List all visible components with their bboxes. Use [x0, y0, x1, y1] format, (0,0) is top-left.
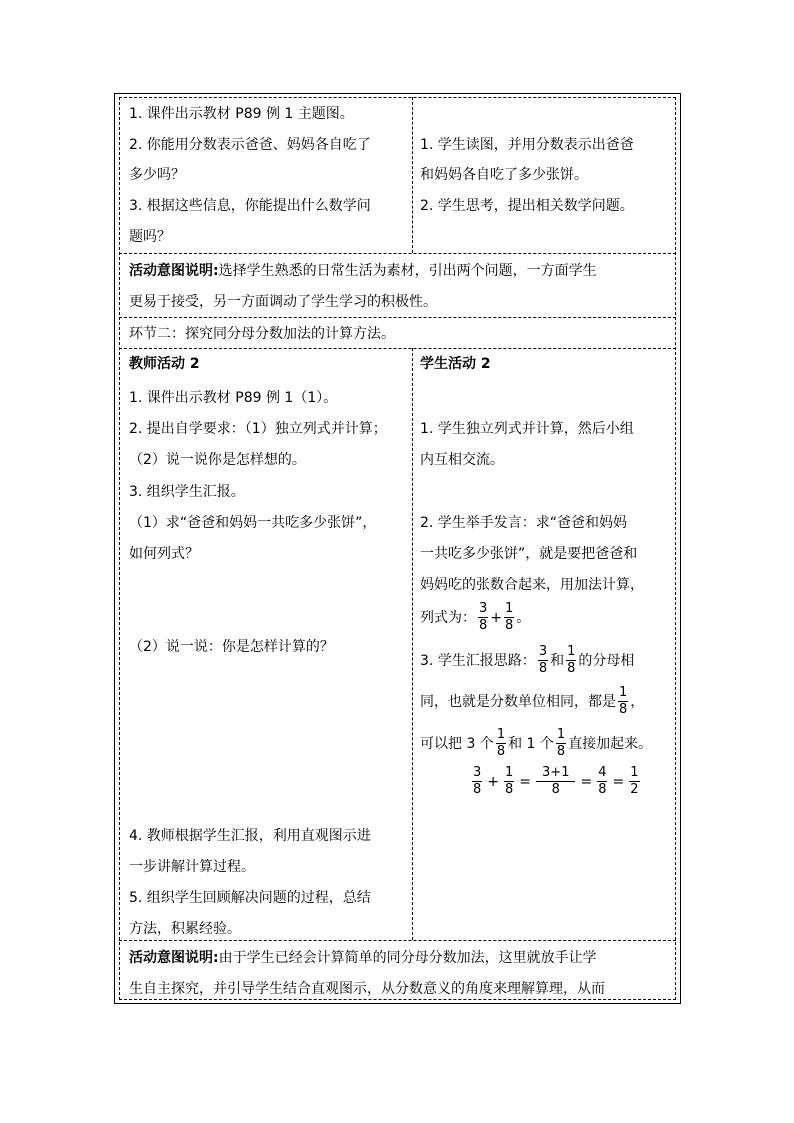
student-step-1: 1. 学生读图，并用分数表示出爸爸: [420, 137, 634, 153]
teacher-activity-heading: 教师活动 2: [129, 356, 200, 372]
student2-line: 1. 学生独立列式并计算，然后小组: [420, 421, 634, 437]
row-divider: [119, 253, 676, 254]
student-activity-heading: 学生活动 2: [420, 356, 491, 372]
column-divider: [412, 348, 413, 940]
teacher-step-2-cont: 多少吗？: [129, 167, 185, 183]
section-2-title: 环节二：探究同分母分数加法的计算方法。: [129, 326, 395, 342]
intent-2-line-2: 生自主探究，并引导学生结合直观图示，从分数意义的角度来理解算理，从而: [129, 981, 605, 997]
calculation-equation: $\frac{3}{8}$ + $\frac{1}{8}$ = $\frac{3+1}{8}$ = $\frac{4}{8}$ = $\frac{1}{2}$: [473, 765, 639, 797]
intent-text: 由于学生已经会计算简单的同分母分数加法，这里就放手让学: [218, 950, 597, 966]
fraction-one-eighth: $\frac{1}{8}$: [496, 727, 506, 759]
row-divider: [119, 317, 676, 318]
fraction-one-eighth: $\frac{1}{8}$: [567, 644, 576, 676]
fraction-one-eighth: $\frac{1}{8}$: [505, 601, 514, 633]
teacher2-line: 4. 教师根据学生汇报，利用直观图示进: [129, 828, 371, 844]
fraction-one-half: $\frac{1}{2}$: [630, 765, 639, 797]
student-step-3-cont: 同，也就是分数单位相同，都是 $\frac{1}{8}$ ，: [420, 685, 645, 717]
fraction-one-eighth: $\frac{1}{8}$: [619, 685, 628, 717]
column-divider: [412, 97, 413, 253]
fraction-three-eighths: $\frac{3}{8}$: [479, 601, 488, 633]
student2-line: 一共吃多少张饼”，就是要把爸爸和: [420, 546, 638, 562]
teacher2-line: （2）说一说：你是怎样计算的？: [129, 639, 334, 655]
teacher-step-2: 2. 你能用分数表示爸爸、妈妈各自吃了: [129, 137, 371, 153]
teacher2-line: 如何列式？: [129, 546, 199, 562]
teacher2-line: （2）说一说你是怎样想的。: [129, 452, 306, 468]
fraction-three-eighths: $\frac{3}{8}$: [473, 765, 482, 797]
student2-line: 2. 学生举手发言：求“爸爸和妈妈: [420, 515, 628, 531]
teacher-step-1: 1. 课件出示教材 P89 例 1 主题图。: [129, 106, 354, 122]
intent-2-line-1: [129, 949, 597, 967]
teacher2-line: 3. 组织学生汇报。: [129, 484, 245, 500]
intent-1-line-2: 更易于接受，另一方面调动了学生学习的积极性。: [129, 294, 437, 310]
fraction-three-eighths: $\frac{3}{8}$: [538, 644, 548, 676]
student2-line: 妈妈吃的张数合起来，用加法计算，: [420, 577, 644, 593]
formula-line: 列式为： $\frac{3}{8}$ + $\frac{1}{8}$ 。: [420, 601, 531, 633]
teacher2-line: 2. 提出自学要求：（1）独立列式并计算；: [129, 421, 387, 437]
student-step-1-cont: 和妈妈各自吃了多少张饼。: [420, 167, 588, 183]
row-divider: [119, 348, 676, 349]
teacher2-line: 1. 课件出示教材 P89 例 1（1）。: [129, 390, 338, 406]
student-step-2: 2. 学生思考，提出相关数学问题。: [420, 198, 634, 214]
student2-line: 内互相交流。: [420, 452, 504, 468]
intent-text: 选择学生熟悉的日常生活为素材，引出两个问题，一方面学生: [218, 263, 597, 279]
student-step-3: 3. 学生汇报思路： $\frac{3}{8}$ 和 $\frac{1}{8}$ 的分母相: [420, 644, 635, 676]
fraction-sum: $\frac{3+1}{8}$: [536, 766, 575, 797]
row-divider: [119, 940, 676, 941]
teacher2-line: 一步讲解计算过程。: [129, 859, 255, 875]
teacher2-line: 5. 组织学生回顾解决问题的过程，总结: [129, 890, 371, 906]
intent-1-line-1: [129, 262, 597, 280]
intent-label: 活动意图说明:: [129, 263, 219, 279]
teacher-step-3: 3. 根据这些信息，你能提出什么数学问: [129, 198, 371, 214]
teacher2-line: 方法，积累经验。: [129, 921, 241, 937]
intent-label: 活动意图说明:: [129, 950, 219, 966]
teacher-step-3-cont: 题吗？: [129, 229, 171, 245]
fraction-four-eighths: $\frac{4}{8}$: [598, 765, 607, 797]
fraction-one-eighth: $\frac{1}{8}$: [505, 765, 514, 797]
student-step-3-cont2: 可以把 3 个 $\frac{1}{8}$ 和 1 个 $\frac{1}{8}$ 直接加起来。: [420, 727, 653, 759]
teacher2-line: （1）求“爸爸和妈妈一共吃多少张饼”，: [129, 515, 377, 531]
fraction-one-eighth: $\frac{1}{8}$: [556, 727, 566, 759]
